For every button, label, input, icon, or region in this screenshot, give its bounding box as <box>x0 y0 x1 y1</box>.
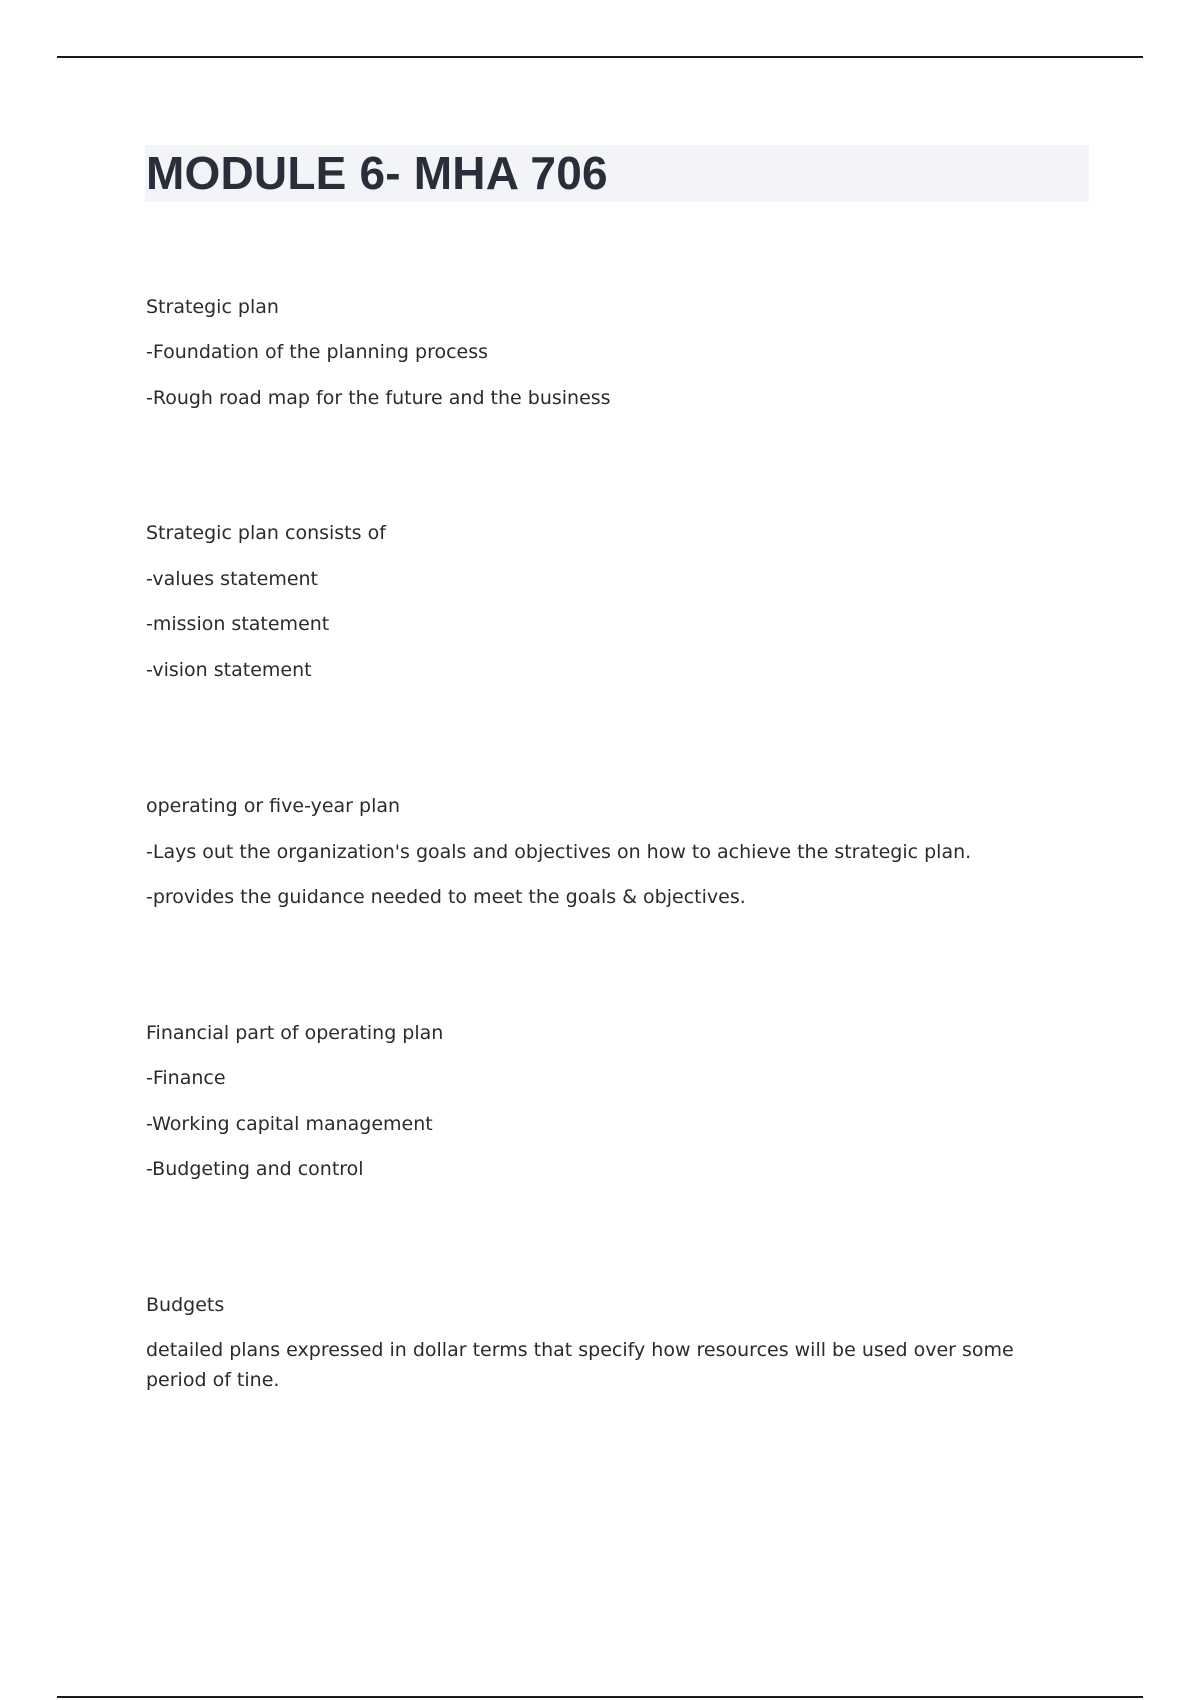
definition-line: -Foundation of the planning process <box>146 341 489 363</box>
definition-line: -mission statement <box>146 613 330 635</box>
definition-line: -Working capital management <box>146 1113 433 1135</box>
term-operating-plan: operating or five-year plan <box>146 795 401 817</box>
top-divider <box>57 56 1143 58</box>
term-budgets: Budgets <box>146 1294 225 1316</box>
definition-line: -Budgeting and control <box>146 1158 364 1180</box>
bottom-divider <box>57 1696 1143 1698</box>
term-financial-part: Financial part of operating plan <box>146 1022 444 1044</box>
definition-line: -Lays out the organization's goals and objectives on how to achieve the strategic plan. <box>146 841 972 863</box>
definition-line: -Finance <box>146 1067 226 1089</box>
definition-line: -vision statement <box>146 659 312 681</box>
definition-line: -Rough road map for the future and the business <box>146 387 611 409</box>
term-strategic-plan-consists-of: Strategic plan consists of <box>146 522 386 544</box>
definition-line: detailed plans expressed in dollar terms that specify how resources will be used over some period of tine. <box>146 1339 1014 1391</box>
definition-line: -values statement <box>146 568 319 590</box>
definition-line: -provides the guidance needed to meet the goals & objectives. <box>146 886 746 908</box>
page-title: MODULE 6- MHA 706 <box>146 147 608 199</box>
term-strategic-plan: Strategic plan <box>146 296 279 318</box>
